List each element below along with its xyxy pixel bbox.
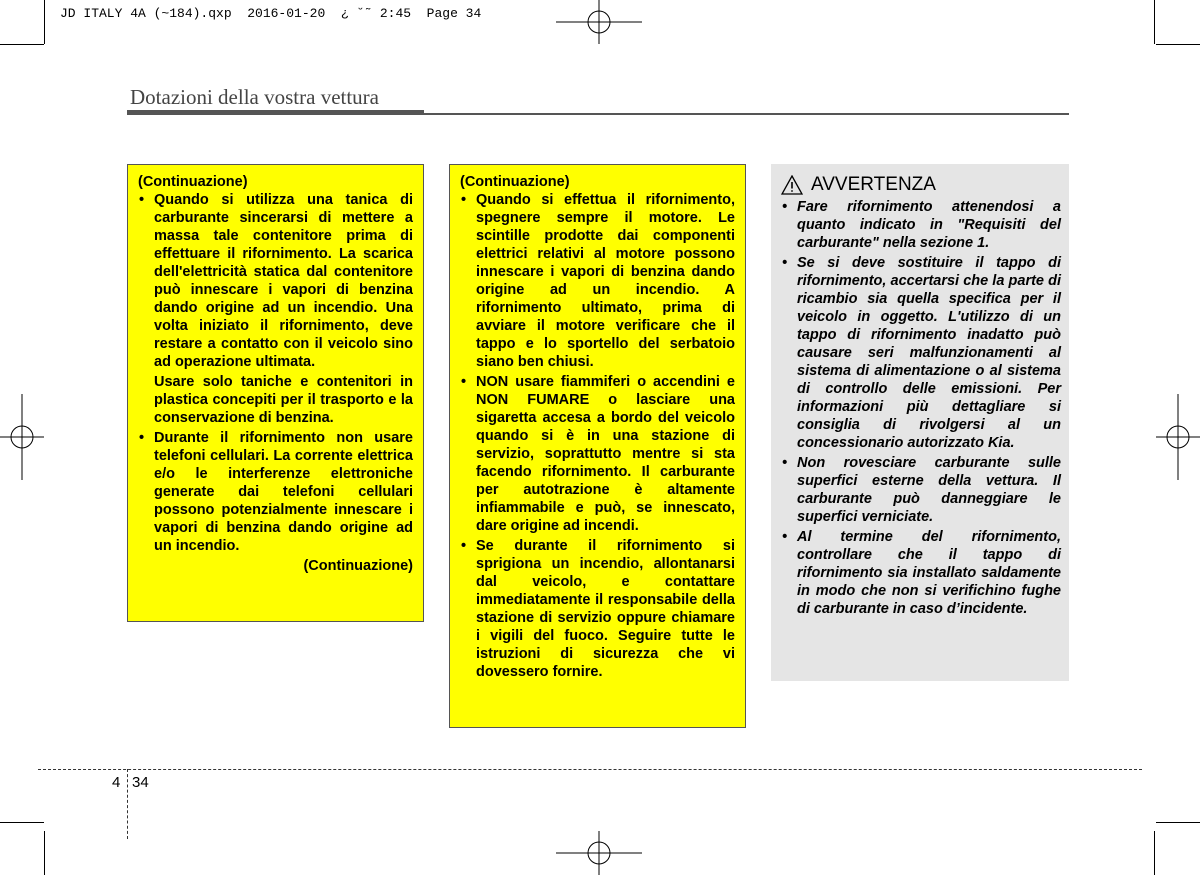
crop-mark-bottom-left-v [44, 831, 45, 875]
warning-heading [781, 174, 1061, 196]
warning-title: AVVERTENZA [811, 174, 936, 195]
list-item [781, 454, 1061, 526]
continuation-label-top: (Continuazione) [460, 174, 570, 190]
caution-box-2 [449, 164, 746, 728]
crop-mark-bottom-right-h [1156, 822, 1200, 823]
section-title: Dotazioni della vostra vettura [130, 85, 379, 109]
list-paragraph: • Se durante il rifornimento si sprigiona un incendio, allontanarsi dal veicolo, e contattare immediatamente il responsabile della stazione di servizio oppure chiamare i vigili del fuoco. Seguire tutte le istruzioni di sicurezza che vi dovessero fornire. [476, 538, 735, 680]
crop-mark-bottom-left-h [0, 822, 44, 823]
crop-mark-top-right-h [1156, 44, 1200, 45]
crop-mark-bottom-right-v [1154, 831, 1155, 875]
list-item [781, 528, 1061, 618]
warning-list [781, 198, 1061, 618]
caution-list-1 [138, 191, 413, 555]
crop-mark-top-left-v [44, 0, 45, 44]
registration-mark-right-icon [1156, 394, 1200, 480]
list-paragraph: • Non rovesciare carburante sulle superfici esterne della vettura. Il carburante può danneggiare le superfici verniciate. [797, 455, 1061, 525]
caution-list-2 [460, 191, 735, 681]
header-rule-thick [127, 110, 424, 115]
list-paragraph: • Se si deve sostituire il tappo di rifornimento, accertarsi che la parte di ricambio sia quella specifica per il veicolo in oggetto. L'utilizzo di un tappo di rifornimento inadatto può causare seri malfunzionamenti al sistema di alimentazione o al sistema di controllo delle emissioni. Per informazioni più dettagliare si consiglia di rivolgersi al un concessionario autorizzato Kia. [797, 255, 1061, 451]
footer-rule [38, 769, 1142, 770]
continuation-label-bottom: (Continuazione) [303, 558, 413, 574]
list-paragraph: Usare solo taniche e contenitori in plastica concepiti per il trasporto e la conservazione di benzina. [154, 374, 413, 426]
list-item [781, 254, 1061, 452]
chapter-number: 4 [112, 774, 121, 791]
list-paragraph: • NON usare fiammiferi o accendini e NON FUMARE o lasciare una sigaretta accesa a bordo del veicolo quando si è in una stazione di servizio, soprattutto mentre si sta facendo rifornimento. Il carburante per autotrazione è altamente infiammabile e può, se innescato, dare origine ad incendi. [476, 374, 735, 534]
list-item [138, 429, 413, 555]
list-item [460, 537, 735, 681]
page-number: 34 [132, 774, 149, 791]
warning-box [771, 164, 1069, 681]
crop-mark-top-left-h [0, 44, 44, 45]
continuation-label-top: (Continuazione) [138, 174, 248, 190]
registration-mark-top-icon [556, 0, 642, 44]
footer-vertical-rule [127, 769, 128, 839]
crop-mark-top-right-v [1154, 0, 1155, 44]
list-paragraph: • Quando si utilizza una tanica di carburante sincerarsi di mettere a massa tale contenitore prima di effettuare il rifornimento. La scarica dell'elettricità statica dal contenitore può innescare i vapori di benzina dando origine ad un incendio. Una volta iniziato il rifornimento, deve restare a contatto con il veicolo sino ad operazione ultimata. [154, 192, 413, 370]
registration-mark-left-icon [0, 394, 44, 480]
list-paragraph: • Fare rifornimento attenendosi a quanto indicato in "Requisiti del carburante" nella sezione 1. [797, 199, 1061, 251]
list-item [460, 191, 735, 371]
caution-box-1 [127, 164, 424, 622]
list-paragraph: • Durante il rifornimento non usare telefoni cellulari. La corrente elettrica e/o le interferenze elettroniche generate dai telefoni cellulari possono potenzialmente innescare i vapori di benzina dando origine ad un incendio. [154, 430, 413, 554]
list-item [781, 198, 1061, 252]
list-paragraph: • Quando si effettua il rifornimento, spegnere sempre il motore. Le scintille prodotte dai componenti elettrici relativi al motore possono innescare i vapori di benzina dando origine ad un incendio. A rifornimento ultimato, prima di avviare il motore verificare che il tappo e lo sportello del serbatoio siano ben chiusi. [476, 192, 735, 370]
print-slug: JD ITALY 4A (~184).qxp 2016-01-20 ¿ ˘˜ 2:45 Page 34 [60, 6, 482, 21]
list-item [460, 373, 735, 535]
warning-triangle-icon [781, 175, 803, 195]
list-item [138, 191, 413, 427]
registration-mark-bottom-icon [556, 831, 642, 875]
list-paragraph: • Al termine del rifornimento, controllare che il tappo di rifornimento sia installato saldamente in modo che non si verifichino fughe di carburante in caso d’incidente. [797, 529, 1061, 617]
header-rule-thin [424, 113, 1069, 115]
